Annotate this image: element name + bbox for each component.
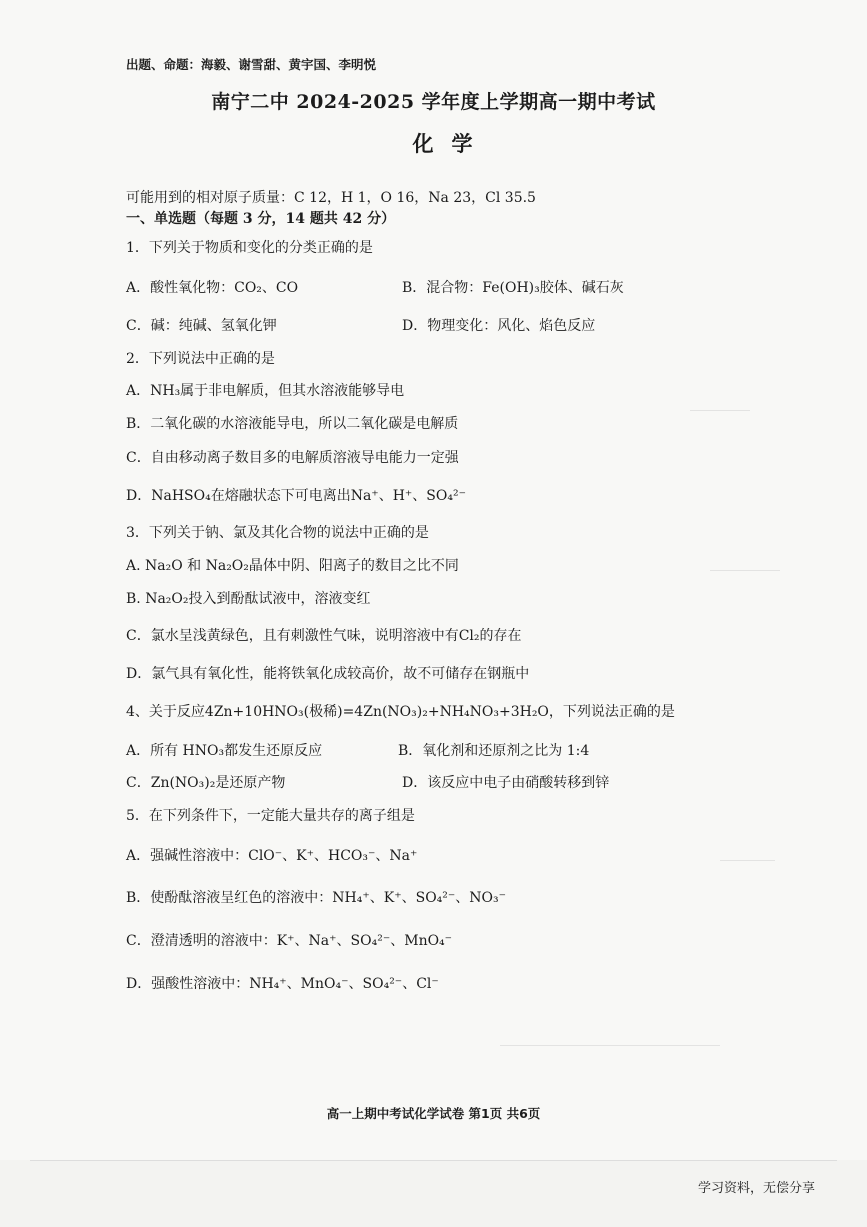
q4-option-b: B．氧化剂和还原剂之比为 1:4 — [398, 743, 590, 759]
section-heading: 一、单选题（每题 3 分，14 题共 42 分） — [126, 211, 396, 227]
q3-option-b: B. Na₂O₂投入到酚酞试液中，溶液变红 — [126, 591, 371, 607]
scan-artifact — [720, 860, 775, 861]
q4-stem: 4、关于反应4Zn+10HNO₃(极稀)=4Zn(NO₃)₂+NH₄NO₃+3H₂O，下列说法正确的是 — [126, 704, 675, 720]
q5-option-c: C．澄清透明的溶液中：K⁺、Na⁺、SO₄²⁻、MnO₄⁻ — [126, 933, 453, 949]
atomic-mass-line: 可能用到的相对原子质量：C 12，H 1，O 16，Na 23，Cl 35.5 — [126, 190, 536, 206]
q1-option-a: A．酸性氧化物：CO₂、CO — [126, 280, 299, 296]
q5-option-a: A．强碱性溶液中：ClO⁻、K⁺、HCO₃⁻、Na⁺ — [126, 848, 418, 864]
page-footer: 高一上期中考试化学试卷 第1页 共6页 — [326, 1106, 541, 1121]
q1-option-c: C．碱：纯碱、氢氧化钾 — [126, 318, 277, 334]
scan-artifact — [690, 410, 750, 411]
q2-option-c: C．自由移动离子数目多的电解质溶液导电能力一定强 — [126, 450, 459, 466]
q1-option-d: D．物理变化：风化、焰色反应 — [402, 318, 596, 334]
q4-option-d: D．该反应中电子由硝酸转移到锌 — [402, 775, 610, 791]
q5-stem: 5．在下列条件下，一定能大量共存的离子组是 — [126, 808, 415, 824]
divider — [30, 1160, 837, 1161]
q2-stem: 2．下列说法中正确的是 — [126, 351, 275, 367]
q3-stem: 3．下列关于钠、氯及其化合物的说法中正确的是 — [126, 525, 429, 541]
authors-line: 出题、命题：海毅、谢雪甜、黄宇国、李明悦 — [126, 57, 377, 72]
q4-option-a: A．所有 HNO₃都发生还原反应 — [126, 743, 323, 759]
q1-option-b: B．混合物：Fe(OH)₃胶体、碱石灰 — [402, 280, 624, 296]
scan-artifact — [500, 1045, 720, 1046]
scan-artifact — [710, 570, 780, 571]
q5-option-d: D．强酸性溶液中：NH₄⁺、MnO₄⁻、SO₄²⁻、Cl⁻ — [126, 976, 439, 992]
q2-option-b: B．二氧化碳的水溶液能导电，所以二氧化碳是电解质 — [126, 416, 459, 432]
q2-option-a: A．NH₃属于非电解质，但其水溶液能够导电 — [126, 383, 405, 399]
watermark-text: 学习资料，无偿分享 — [697, 1181, 815, 1196]
q3-option-d: D．氯气具有氧化性，能将铁氧化成较高价，故不可储存在钢瓶中 — [126, 666, 530, 682]
q5-option-b: B．使酚酞溶液呈红色的溶液中：NH₄⁺、K⁺、SO₄²⁻、NO₃⁻ — [126, 890, 507, 906]
q4-option-c: C．Zn(NO₃)₂是还原产物 — [126, 775, 286, 791]
subject-title: 化学 — [412, 131, 491, 156]
q1-stem: 1．下列关于物质和变化的分类正确的是 — [126, 240, 373, 256]
q3-option-a: A. Na₂O 和 Na₂O₂晶体中阴、阳离子的数目之比不同 — [126, 558, 459, 574]
exam-title: 南宁二中 2024-2025 学年度上学期高一期中考试 — [211, 91, 656, 113]
q2-option-d: D．NaHSO₄在熔融状态下可电离出Na⁺、H⁺、SO₄²⁻ — [126, 488, 466, 504]
q3-option-c: C．氯水呈浅黄绿色，且有刺激性气味，说明溶液中有Cl₂的存在 — [126, 628, 522, 644]
